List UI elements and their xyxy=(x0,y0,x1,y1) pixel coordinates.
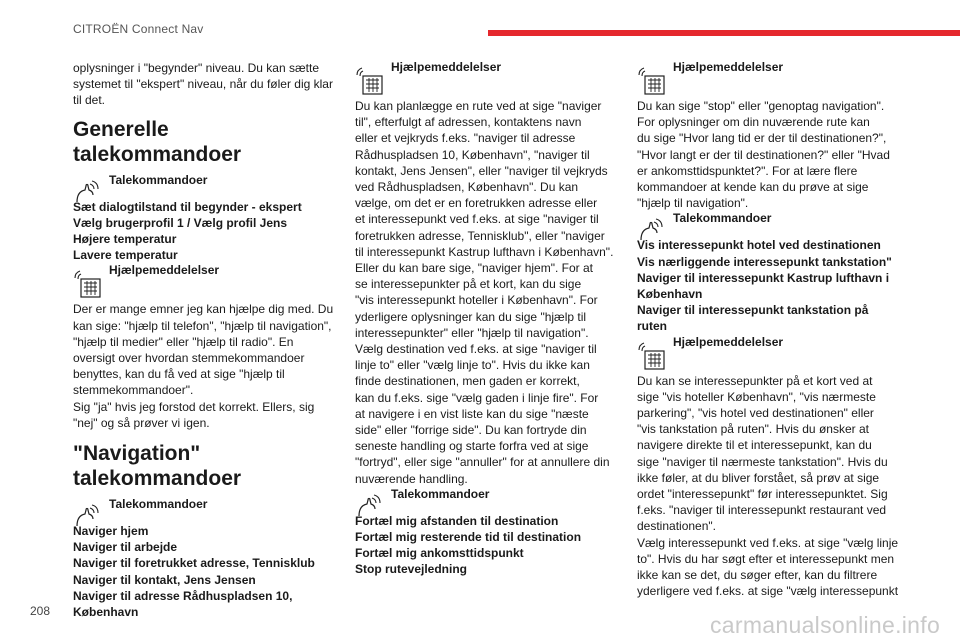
paragraph-line: Du kan sige "stop" eller "genoptag navigation". xyxy=(637,99,885,113)
command-line: Naviger til arbejde xyxy=(73,540,178,555)
command-line: Naviger til interessepunkt Kastrup lufthavn i xyxy=(637,270,890,285)
paragraph-line: foretrukken adresse, Tennisklub", eller "naviger xyxy=(355,228,605,243)
talk-commands-label: Talekommandoer xyxy=(109,497,208,512)
paragraph-line: "fortryd", eller sige "annuller" for at annullere din xyxy=(355,455,610,470)
speech-talk-icon xyxy=(73,504,99,528)
paragraph-line: to". Hvis du har søgt efter et interessepunkt men xyxy=(637,551,895,566)
command-line: Fortæl mig ankomsttidspunkt xyxy=(355,546,524,561)
paragraph-line: Du kan planlægge en rute ved at sige "naviger xyxy=(355,99,602,113)
command-line: ruten xyxy=(637,319,667,334)
paragraph-line: til", efterfulgt af adressen, kontaktens navn xyxy=(355,115,582,130)
paragraph-line: et interessepunkt ved f.eks. at sige "naviger til xyxy=(355,212,599,227)
column-2 xyxy=(355,60,620,578)
paragraph-line: finde destinationen, men gaden er korrekt, xyxy=(355,374,580,389)
paragraph-line: Rådhuspladsen 10, København", "naviger til xyxy=(355,147,590,162)
talk-commands-block xyxy=(73,173,341,195)
paragraph-line: til det. xyxy=(73,93,106,108)
paragraph-line: Eller du kan bare sige, "naviger hjem". For at xyxy=(355,261,593,276)
speech-talk-icon xyxy=(73,180,99,204)
help-grid-icon xyxy=(637,66,665,96)
paragraph-line: at navigere i en vist liste kan du sige "næste xyxy=(355,406,589,421)
command-line: Fortæl mig afstanden til destination xyxy=(355,513,559,528)
help-messages-label: Hjælpemeddelelser xyxy=(391,60,502,74)
command-line: Sæt dialogtilstand til begynder - ekspert xyxy=(73,199,302,214)
paragraph-line: systemet til "ekspert" niveau, når du føler dig klar xyxy=(73,77,333,92)
paragraph-line: Der er mange emner jeg kan hjælpe dig med. Du xyxy=(73,302,334,317)
paragraph-line: ikke føler, at du bliver forstået, så prøv at sige xyxy=(637,470,880,485)
paragraph-line: benyttes, kan du få ved at sige "hjælp til xyxy=(73,367,285,382)
command-line: Naviger hjem xyxy=(73,524,149,539)
header-accent-bar xyxy=(488,30,960,36)
command-line: Naviger til kontakt, Jens Jensen xyxy=(73,572,256,587)
paragraph-line: Sig "ja" hvis jeg forstod det korrekt. Ellers, sig xyxy=(73,399,315,414)
paragraph-line: "vis tankstation på ruten". Hvis du ønsker at xyxy=(637,422,869,437)
paragraph-line: interessepunkter" eller "hjælp til navigation". xyxy=(355,325,589,340)
paragraph-line: stemmekommandoer". xyxy=(73,383,194,398)
paragraph-line: Vælg destination ved f.eks. at sige "naviger til xyxy=(355,342,597,357)
help-messages-block xyxy=(73,263,341,301)
talk-commands-block xyxy=(355,487,620,509)
help-paragraph xyxy=(637,98,902,211)
paragraph-line: kommandoer at kende kan du prøve at sige xyxy=(637,180,869,195)
help-grid-icon xyxy=(637,341,665,371)
column-1 xyxy=(73,60,341,620)
speech-talk-icon xyxy=(637,218,663,242)
paragraph-line: eller et vejkryds f.eks. "naviger til adresse xyxy=(355,131,576,146)
command-line: Vis interessepunkt hotel ved destinationen xyxy=(637,238,881,253)
help-paragraph xyxy=(355,98,620,487)
paragraph-line: til interessepunkt Kastrup lufthavn i København". xyxy=(355,244,614,259)
paragraph-line: navigere direkte til et interessepunkt, kan du xyxy=(637,438,872,453)
watermark: carmanualsonline.info xyxy=(710,612,941,638)
paragraph-line: kontakt, Jens Jensen", eller "naviger til vejkryds xyxy=(355,163,608,178)
paragraph-line: Du kan se interessepunkter på et kort ved at xyxy=(637,373,873,388)
paragraph-line: destinationen". xyxy=(637,519,716,534)
help-messages-label: Hjælpemeddelelser xyxy=(673,60,784,74)
paragraph-line: oplysninger i "begynder" niveau. Du kan sætte xyxy=(73,61,319,75)
talk-commands-label: Talekommandoer xyxy=(673,211,772,226)
command-line: Fortæl mig resterende tid til destination xyxy=(355,530,582,545)
paragraph-line: er ankomsttidspunktet?". For at lære flere xyxy=(637,163,858,178)
paragraph-line: se interessepunkter på et kort, kan du sige xyxy=(355,277,582,292)
command-line: Vis nærliggende interessepunkt tankstation" xyxy=(637,254,892,269)
command-line: Vælg brugerprofil 1 / Vælg profil Jens xyxy=(73,215,288,230)
help-messages-block xyxy=(355,60,620,98)
command-line: Lavere temperatur xyxy=(73,248,178,263)
paragraph-line: For oplysninger om din nuværende rute kan xyxy=(637,115,870,130)
column-3 xyxy=(637,60,902,599)
command-line: Naviger til foretrukket adresse, Tennisklub xyxy=(73,556,315,571)
command-line: København xyxy=(73,605,139,620)
paragraph-line: "hjælp til navigation". xyxy=(637,196,749,211)
paragraph-line: sige "vis hoteller København", "vis nærmeste xyxy=(637,389,876,404)
talk-commands-block xyxy=(637,211,902,233)
paragraph-line: yderligere ved f.eks. at sige "vælg interessepunkt xyxy=(637,584,899,599)
help-grid-icon xyxy=(355,66,383,96)
help-grid-icon xyxy=(73,269,101,299)
talk-commands-label: Talekommandoer xyxy=(109,172,208,187)
paragraph-line: oversigt over hvordan stemmekommandoer xyxy=(73,351,305,366)
paragraph-line: "hjælp til medier" eller "hjælp til radio". En xyxy=(73,334,294,349)
paragraph-line: "Hvor langt er der til destinationen?" eller "Hvad xyxy=(637,147,890,162)
paragraph-line: ordet "interessepunkt" før interessepunktet. Sig xyxy=(637,487,888,502)
paragraph-line: du sige "Hvor lang tid er der til destinationen?", xyxy=(637,131,887,146)
talk-commands-block xyxy=(73,497,341,519)
command-line: Højere temperatur xyxy=(73,232,177,247)
paragraph-line: nuværende handling. xyxy=(355,471,468,486)
talk-commands-label: Talekommandoer xyxy=(391,486,490,501)
command-line: København xyxy=(637,287,703,302)
paragraph-line: side" eller "forrige side". Du kan fortryde din xyxy=(355,423,587,438)
heading-line: "Navigation" xyxy=(73,442,201,466)
paragraph-line: yderligere oplysninger kan du sige "hjælp til xyxy=(355,309,587,324)
paragraph-line: kan sige: "hjælp til telefon", "hjælp til navigation", xyxy=(73,318,332,333)
help-messages-block xyxy=(637,335,902,373)
paragraph-line: Vælg interessepunkt ved f.eks. at sige "vælg linje xyxy=(637,535,899,550)
paragraph-line: ikke kan se det, du søger efter, kan du filtrere xyxy=(637,568,878,583)
page-number: 208 xyxy=(30,604,51,618)
paragraph-line: parkering", "vis hotel ved destinationen" eller xyxy=(637,406,874,421)
section-heading-navigation xyxy=(73,441,341,491)
document-title: CITROËN Connect Nav xyxy=(73,22,204,36)
paragraph-line: seneste handling og starte forfra ved at sige xyxy=(355,439,589,454)
paragraph-line: linje to" eller "vælg linje to". Hvis du ikke kan xyxy=(355,358,590,373)
paragraph-line: "nej" og så prøver vi igen. xyxy=(73,415,210,430)
speech-talk-icon xyxy=(355,494,381,518)
heading-line: talekommandoer xyxy=(73,467,242,491)
paragraph-line: ved Rådhuspladsen, København". Du kan xyxy=(355,180,579,195)
paragraph-line: "vis interessepunkt hoteller i København". For xyxy=(355,293,598,308)
paragraph-line: vælge, om det er en foretrukken adresse eller xyxy=(355,196,598,211)
paragraph-line: sige "naviger til nærmeste tankstation". Hvis du xyxy=(637,454,888,469)
command-line: Naviger til adresse Rådhuspladsen 10, xyxy=(73,588,293,603)
help-messages-label: Hjælpemeddelelser xyxy=(673,334,784,349)
paragraph-line: kan du f.eks. sige "vælg gaden i linje fire". For xyxy=(355,390,599,405)
paragraph-line: f.eks. "naviger til interessepunkt restaurant ved xyxy=(637,503,887,518)
command-line: Naviger til interessepunkt tankstation på xyxy=(637,303,869,318)
help-paragraph xyxy=(637,373,902,600)
section-heading-general: Generelle talekommandoer xyxy=(73,117,242,166)
help-messages-block xyxy=(637,60,902,98)
help-messages-label: Hjælpemeddelelser xyxy=(109,263,220,278)
command-line: Stop rutevejledning xyxy=(355,562,468,577)
